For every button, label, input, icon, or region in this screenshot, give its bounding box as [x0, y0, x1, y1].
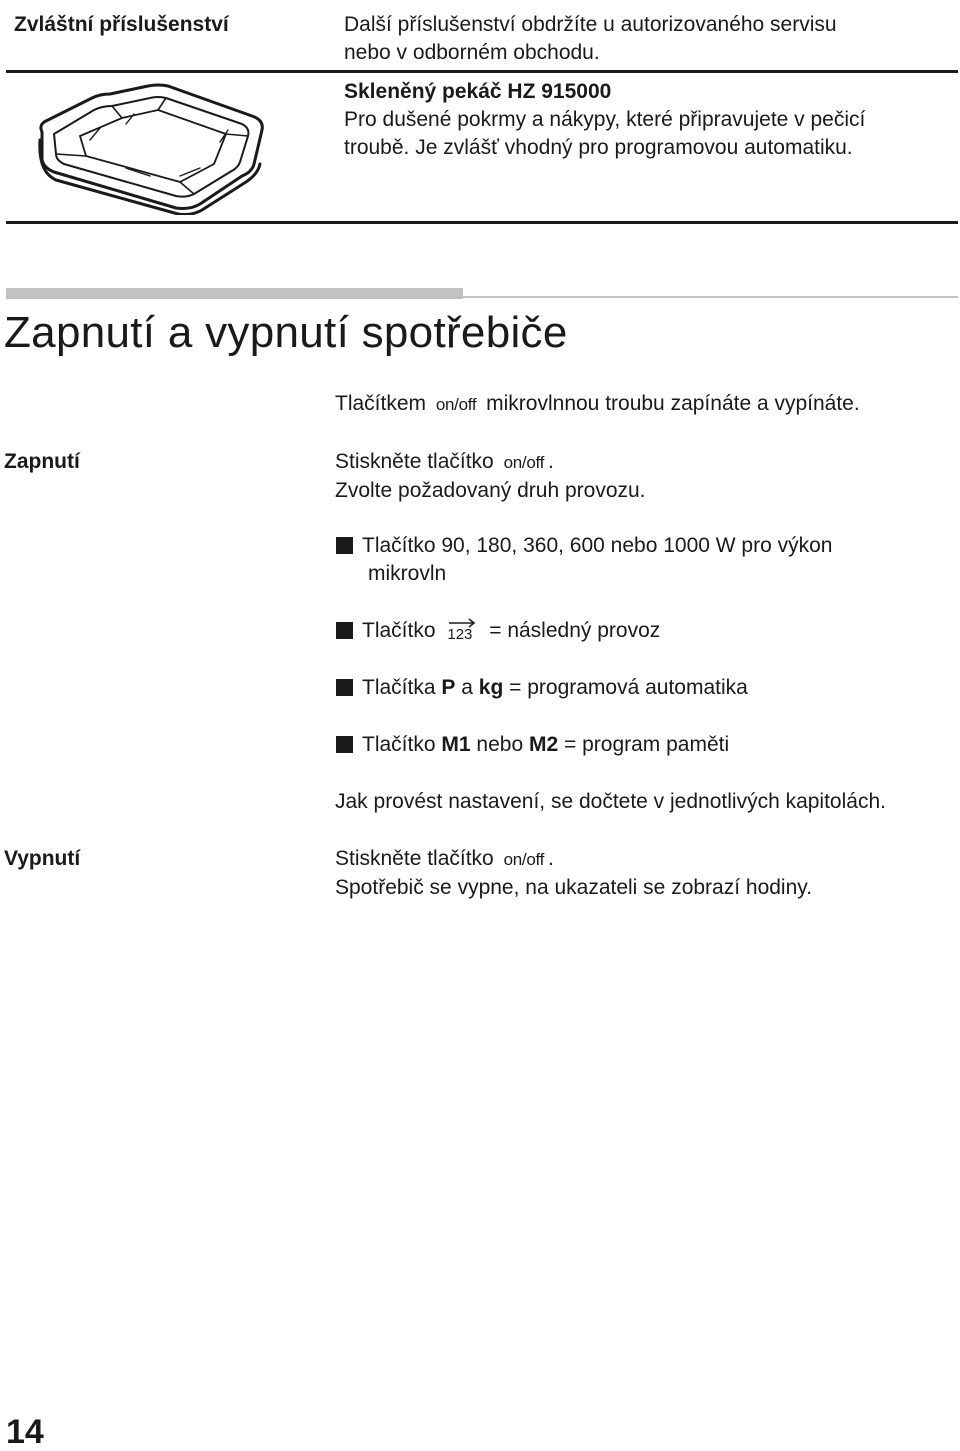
vypnuti-steps: [335, 845, 812, 902]
zapnuti-step2: Zvolte požadovaný druh provozu.: [335, 479, 646, 502]
accessories-intro-line2: nebo v odborném obchodu.: [344, 41, 600, 64]
product-block: [344, 78, 865, 162]
zapnuti-steps: [335, 448, 646, 505]
vypnuti-step2: Spotřebič se vypne, na ukazateli se zobrazí hodiny.: [335, 876, 813, 899]
onoff-key-symbol: on/off: [503, 453, 545, 472]
onoff-key-symbol: on/off: [503, 850, 545, 869]
section-intro-pre: Tlačítkem: [335, 392, 427, 415]
vypnuti-step1: Stiskněte tlačítko on/off .: [335, 847, 554, 870]
bullet-square-icon: [336, 537, 353, 554]
bullet-square-icon: [336, 679, 353, 696]
page-number: 14: [6, 1413, 44, 1451]
list-item: Tlačítka P a kg = programová automatika: [362, 676, 748, 699]
accessories-bottom-rule: [6, 221, 958, 224]
zapnuti-step1: Stiskněte tlačítko on/off .: [335, 450, 554, 473]
accessories-intro-line1: Další příslušenství obdržíte u autorizovaného servisu: [344, 13, 837, 36]
page-title: Zapnutí a vypnutí spotřebiče: [4, 308, 568, 357]
onoff-key-symbol: on/off: [435, 395, 477, 414]
product-title: Skleněný pekáč HZ 915000: [344, 80, 612, 103]
product-line1: Pro dušené pokrmy a nákypy, které připravujete v pečicí: [344, 108, 866, 131]
accessories-label: Zvláštní příslušenství: [14, 13, 229, 36]
glass-baking-dish-illustration: [30, 80, 270, 215]
product-line2: troubě. Je zvlášť vhodný pro programovou automatiku.: [344, 136, 853, 159]
zapnuti-note: Jak provést nastavení, se dočtete v jednotlivých kapitolách.: [335, 790, 886, 813]
vypnuti-label: Vypnutí: [4, 847, 81, 870]
bullet-square-icon: [336, 736, 353, 753]
list-item: Tlačítko 123 = následný provoz: [362, 619, 661, 644]
list-item: Tlačítko 90, 180, 360, 600 nebo 1000 W pro výkon mikrovln: [362, 534, 833, 585]
section-intro: [335, 390, 860, 419]
title-accent-line: [6, 296, 958, 298]
bullet-square-icon: [336, 622, 353, 639]
section-intro-post: mikrovlnnou troubu zapínáte a vypínáte.: [486, 392, 860, 415]
list-item: Tlačítko M1 nebo M2 = program paměti: [362, 733, 730, 756]
accessories-intro: [344, 11, 837, 67]
zapnuti-label: Zapnutí: [4, 450, 80, 473]
top-rule: [6, 70, 958, 73]
sequence-arrow-icon: 123: [445, 619, 479, 643]
